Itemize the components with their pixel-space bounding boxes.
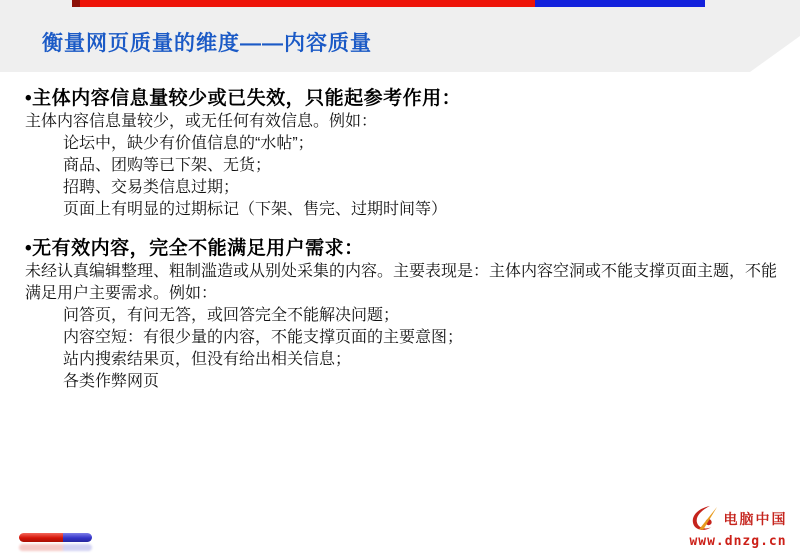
top-accent-bar	[72, 0, 705, 7]
section-intro: 主体内容信息量较少，或无任何有效信息。例如：	[25, 113, 378, 130]
brand-url: www.dnzg.cn	[689, 534, 787, 549]
section-item-list	[25, 305, 780, 393]
page-title: 衡量网页质量的维度——内容质量	[42, 32, 372, 55]
section-item-list	[25, 133, 780, 221]
accent-bar-darkred-segment	[72, 0, 80, 7]
progress-pill-red	[19, 533, 63, 542]
accent-bar-blue-segment	[535, 0, 705, 7]
list-item: 站内搜索结果页，但没有给出相关信息；	[63, 351, 352, 368]
list-item: 招聘、交易类信息过期；	[63, 179, 240, 196]
accent-bar-red-segment	[80, 0, 535, 7]
section-heading: •主体内容信息量较少或已失效，只能起参考作用：	[25, 88, 462, 109]
progress-pill-blue	[63, 533, 92, 542]
section-heading: •无有效内容，完全不能满足用户需求：	[25, 238, 364, 259]
section-intro: 未经认真编辑整理、粗制滥造或从别处采集的内容。主要表现是：主体内容空洞或不能支撑页面主题，不能满足用户主要需求。例如：	[25, 263, 778, 302]
section-low-content	[25, 86, 780, 221]
section-no-valid-content	[25, 236, 780, 393]
list-item: 商品、团购等已下架、无货；	[63, 157, 272, 174]
list-item: 论坛中，缺少有价值信息的“水帖”；	[63, 135, 314, 152]
list-item: 页面上有明显的过期标记（下架、售完、过期时间等）	[63, 201, 448, 218]
list-item: 内容空短：有很少量的内容，不能支撑页面的主要意图；	[63, 329, 464, 346]
brand-name: 电脑中国	[723, 510, 788, 527]
progress-pill	[19, 533, 92, 542]
progress-pill-reflection	[19, 544, 92, 551]
list-item: 问答页，有问无答，或回答完全不能解决问题；	[63, 307, 400, 324]
brand-swirl-icon	[689, 504, 720, 533]
list-item: 各类作弊网页	[63, 373, 160, 390]
brand-logo-row	[688, 504, 788, 533]
slide-content	[25, 86, 780, 393]
brand-logo	[688, 504, 788, 549]
